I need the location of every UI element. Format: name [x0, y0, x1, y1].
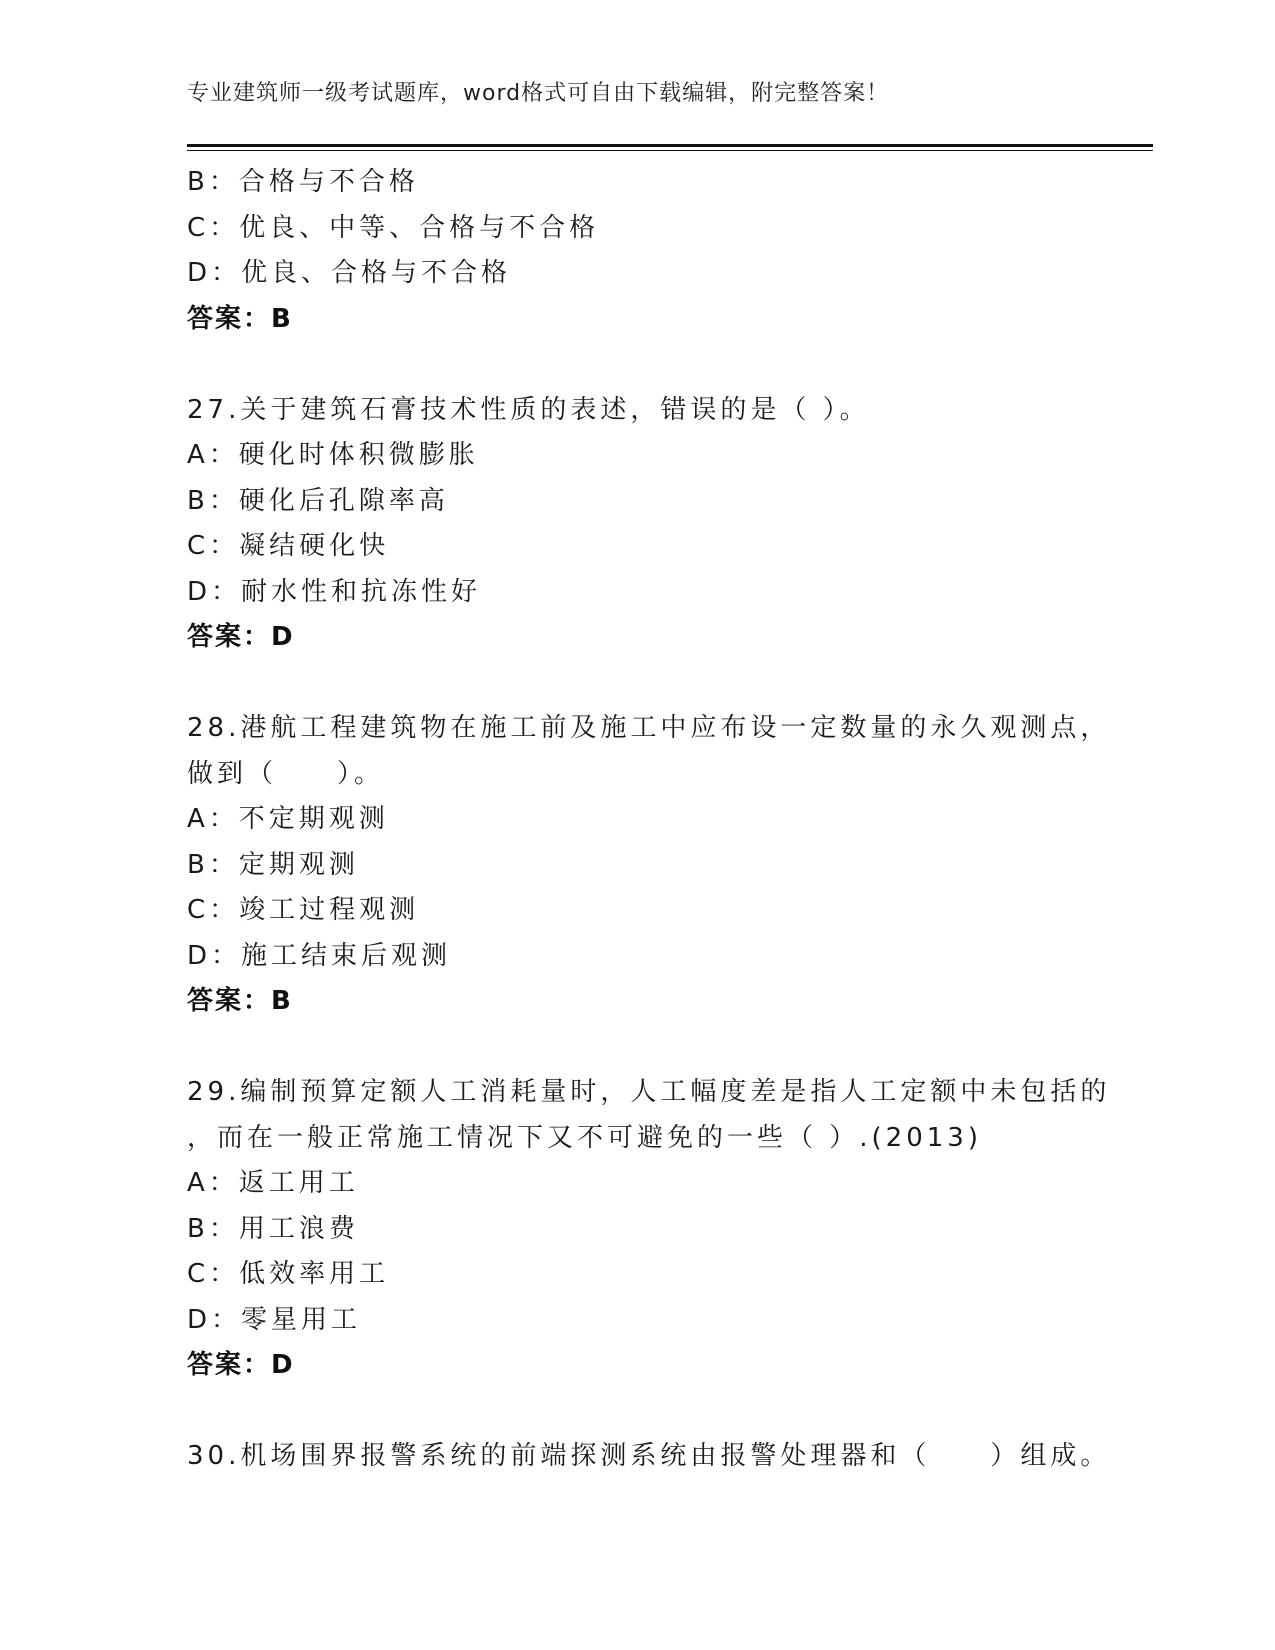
- option-b: B：硬化后孔隙率高: [187, 485, 449, 516]
- option-b: B：定期观测: [187, 849, 359, 880]
- question-29: [187, 1070, 1153, 1389]
- option-d: D：零星用工: [187, 1304, 362, 1335]
- page-header: 专业建筑师一级考试题库，word格式可自由下载编辑，附完整答案！: [187, 81, 890, 106]
- spacer: [187, 342, 1153, 388]
- option-c: C：优良、中等、合格与不合格: [187, 212, 600, 243]
- question-26-continued: [187, 160, 1153, 342]
- option-c: C：竣工过程观测: [187, 895, 420, 925]
- question-stem-continued: ，而在一般正常施工情况下又不可避免的一些（ ）.(2013): [187, 1122, 982, 1153]
- option-a: A：硬化时体积微膨胀: [187, 440, 479, 470]
- answer: 答案：B: [187, 303, 293, 334]
- option-d: D：优良、合格与不合格: [187, 258, 512, 288]
- spacer: [187, 1025, 1153, 1071]
- spacer: [187, 1389, 1153, 1435]
- option-d: D：施工结束后观测: [187, 940, 452, 971]
- option-c: C：低效率用工: [187, 1259, 390, 1289]
- option-a: A：不定期观测: [187, 804, 389, 834]
- question-28: [187, 706, 1153, 1025]
- answer: 答案：D: [187, 622, 295, 652]
- question-stem: 28.港航工程建筑物在施工前及施工中应布设一定数量的永久观测点，: [187, 713, 1111, 743]
- question-stem: 29.编制预算定额人工消耗量时，人工幅度差是指人工定额中未包括的: [187, 1077, 1111, 1107]
- option-a: A：返工用工: [187, 1168, 359, 1198]
- option-b: B：用工浪费: [187, 1213, 359, 1244]
- option-c: C：凝结硬化快: [187, 531, 390, 561]
- question-stem: 27.关于建筑石膏技术性质的表述，错误的是（ ）。: [187, 394, 870, 425]
- option-b: B：合格与不合格: [187, 167, 419, 197]
- option-d: D：耐水性和抗冻性好: [187, 576, 482, 607]
- question-stem: 30.机场围界报警系统的前端探测系统由报警处理器和（ ）组成。: [187, 1441, 1111, 1471]
- header-divider: [187, 144, 1153, 151]
- question-stem-continued: 做到（ ）。: [187, 758, 385, 789]
- answer: 答案：D: [187, 1350, 295, 1380]
- question-27: [187, 388, 1153, 661]
- question-content: [187, 160, 1153, 1480]
- spacer: [187, 661, 1153, 707]
- question-30: [187, 1434, 1153, 1480]
- answer: 答案：B: [187, 986, 293, 1016]
